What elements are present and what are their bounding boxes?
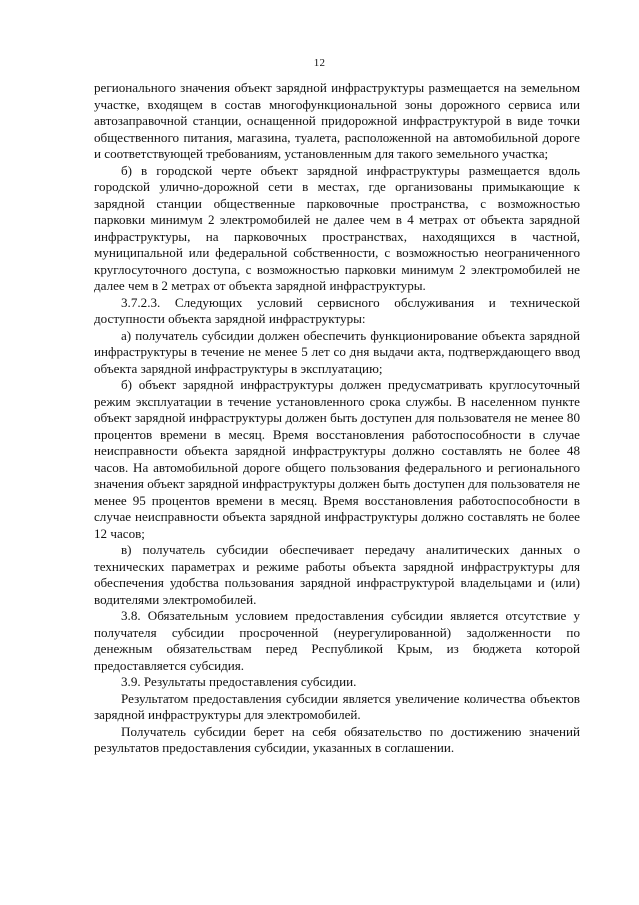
- page-number: 12: [313, 57, 326, 69]
- paragraph-result: Результатом предоставления субсидии является увеличение количества объектов зарядной инфраструктуры для электромобилей.: [94, 690, 580, 722]
- paragraph-item-a-service: а) получатель субсидии должен обеспечить функционирование объекта зарядной инфраструктуры в течение не менее 5 лет со дня выдачи акта, подтверждающего ввод объекта зарядной инфраструктуры в эксплуатацию;: [94, 327, 580, 376]
- paragraph-continuation: регионального значения объект зарядной инфраструктуры размещается на земельном участке, входящем в состав многофункциональной зоны дорожного сервиса или автозаправочной станции, оснащенной придорожной инфраструктурой в виде точки общественного питания, магазина, туалета, расположенной на автомобильной дороге и соответствующей требованиям, установленным для такого земельного участка;: [94, 80, 580, 161]
- paragraph-item-v-analytics: в) получатель субсидии обеспечивает передачу аналитических данных о технических параметрах и режиме работы объекта зарядной инфраструктуры для обеспечения удобства пользования зарядной инфраструктурой владельцами и (или) водителями электромобилей.: [94, 542, 580, 607]
- document-body: [94, 80, 580, 757]
- paragraph-item-b-regime: б) объект зарядной инфраструктуры должен предусматривать круглосуточный режим эксплуатации в течение установленного срока службы. В населенном пункте объект зарядной инфраструктуры должен быть доступен для пользователя не менее 80 процентов времени в месяц. Время восстановления работоспособности в случае неисправности объекта зарядной инфраструктуры должно составлять не более 48 часов. На автомобильной дороге общего пользования федерального и регионального значения объект зарядной инфраструктуры должен быть доступен для пользователя не менее 95 процентов времени в месяц. Время восстановления работоспособности в случае неисправности объекта зарядной инфраструктуры должно составлять не более 12 часов;: [94, 377, 580, 541]
- paragraph-3-7-2-3: 3.7.2.3. Следующих условий сервисного обслуживания и технической доступности объекта зарядной инфраструктуры:: [94, 294, 580, 326]
- paragraph-item-b-city: б) в городской черте объект зарядной инфраструктуры размещается вдоль городской улично-дорожной сети в местах, где организованы примыкающие к зарядной станции общественные парковочные пространства, с возможностью парковки минимум 2 электромобилей не далее чем в 4 метрах от объекта зарядной инфраструктуры, на парковочных пространствах, находящихся в частной, муниципальной или федеральной собственности, с возможностью неограниченного круглосуточного доступа, с возможностью парковки минимум 2 электромобилей не далее чем в 2 метрах от объекта зарядной инфраструктуры.: [94, 162, 580, 293]
- paragraph-obligation: Получатель субсидии берет на себя обязательство по достижению значений результатов предоставления субсидии, указанных в соглашении.: [94, 723, 580, 755]
- paragraph-3-8: 3.8. Обязательным условием предоставления субсидии является отсутствие у получателя субсидии просроченной (неурегулированной) задолженности по денежным обязательствам перед Республикой Крым, из бюджета которой предоставляется субсидия.: [94, 608, 580, 673]
- paragraph-3-9: 3.9. Результаты предоставления субсидии.: [121, 674, 357, 689]
